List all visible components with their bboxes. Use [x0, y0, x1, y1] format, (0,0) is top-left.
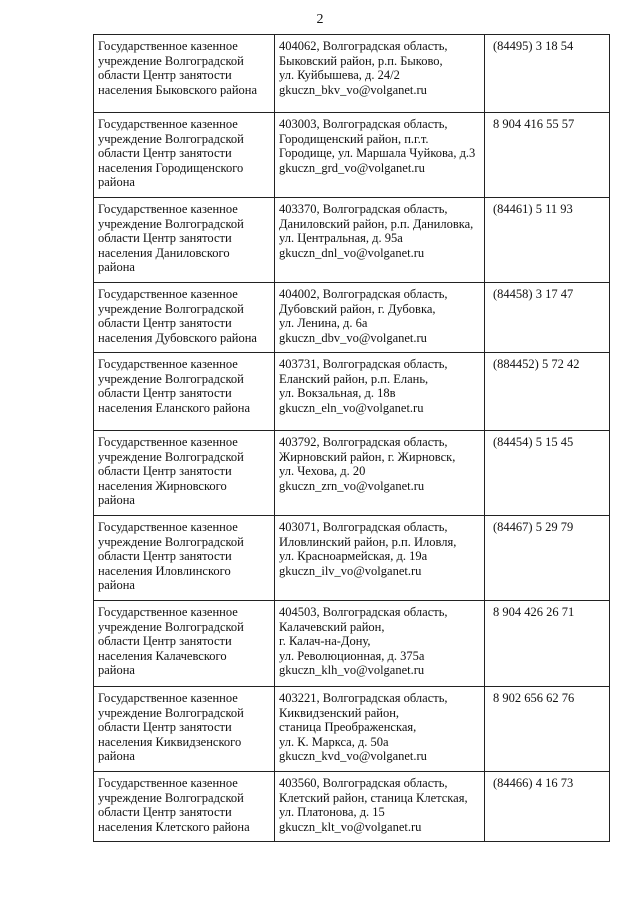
institution-name-cell [94, 687, 275, 772]
institution-name-cell [94, 601, 275, 687]
phone-text: 8 904 416 55 57 [493, 117, 575, 131]
text-line: учреждение Волгоградской [98, 301, 244, 316]
text-line: ул. Революционная, д. 375а [279, 648, 425, 663]
phone-text: (84467) 5 29 79 [493, 520, 574, 534]
table-row [94, 198, 610, 283]
phone-cell [485, 113, 610, 198]
address-cell [275, 283, 485, 353]
table-row [94, 687, 610, 772]
text-line: Быковский район, р.п. Быково, [279, 53, 443, 68]
text-line: учреждение Волгоградской [98, 53, 244, 68]
phone-cell [485, 516, 610, 601]
text-line: 404503, Волгоградская область, [279, 605, 448, 619]
text-line: населения Иловлинского [98, 563, 231, 578]
phone-cell [485, 353, 610, 431]
email-text: gkuczn_zrn_vo@volganet.ru [279, 478, 425, 493]
email-text: gkuczn_klt_vo@volganet.ru [279, 819, 422, 834]
text-line: населения Киквидзенского [98, 734, 242, 749]
text-line: населения Городищенского [98, 160, 244, 175]
text-line: Иловлинский район, р.п. Иловля, [279, 534, 457, 549]
institution-name-cell [94, 35, 275, 113]
table-row [94, 113, 610, 198]
address-cell [275, 601, 485, 687]
email-text: gkuczn_grd_vo@volganet.ru [279, 160, 425, 175]
phone-text: 8 904 426 26 71 [493, 605, 575, 619]
text-line: района [98, 578, 135, 593]
text-line: Государственное казенное [98, 435, 238, 449]
text-line: ул. К. Маркса, д. 50а [279, 734, 389, 749]
text-line: ул. Центральная, д. 95а [279, 231, 403, 246]
text-line: района [98, 749, 135, 764]
text-line: Государственное казенное [98, 520, 238, 534]
email-text: gkuczn_klh_vo@volganet.ru [279, 663, 425, 678]
institution-name-cell [94, 283, 275, 353]
text-line: района [98, 260, 135, 275]
text-line: учреждение Волгоградской [98, 705, 244, 720]
text-line: учреждение Волгоградской [98, 619, 244, 634]
phone-cell [485, 772, 610, 842]
phone-cell [485, 687, 610, 772]
text-line: Государственное казенное [98, 287, 238, 301]
text-line: Государственное казенное [98, 605, 238, 619]
phone-text: (84466) 4 16 73 [493, 776, 574, 790]
email-text: gkuczn_ilv_vo@volganet.ru [279, 563, 422, 578]
phone-text: (84458) 3 17 47 [493, 287, 574, 301]
table-row [94, 353, 610, 431]
text-line: Государственное казенное [98, 776, 238, 790]
text-line: Еланский район, р.п. Елань, [279, 371, 429, 386]
text-line: района [98, 175, 135, 190]
email-text: gkuczn_dnl_vo@volganet.ru [279, 245, 425, 260]
institution-name-cell [94, 353, 275, 431]
text-line: области Центр занятости [98, 549, 232, 564]
text-line: Государственное казенное [98, 691, 238, 705]
text-line: Клетский район, станица Клетская, [279, 790, 468, 805]
text-line: Даниловский район, р.п. Даниловка, [279, 216, 474, 231]
text-line: станица Преображенская, [279, 720, 417, 735]
institution-name-cell [94, 431, 275, 516]
phone-cell [485, 35, 610, 113]
table-row [94, 431, 610, 516]
text-line: учреждение Волгоградской [98, 534, 244, 549]
text-line: Государственное казенное [98, 357, 238, 371]
text-line: 404062, Волгоградская область, [279, 39, 448, 53]
text-line: Государственное казенное [98, 117, 238, 131]
text-line: области Центр занятости [98, 231, 232, 246]
phone-cell [485, 283, 610, 353]
text-line: области Центр занятости [98, 634, 232, 649]
text-line: населения Даниловского [98, 245, 230, 260]
text-line: населения Жирновского [98, 478, 227, 493]
text-line: ул. Чехова, д. 20 [279, 464, 366, 479]
email-text: gkuczn_dbv_vo@volganet.ru [279, 330, 427, 345]
text-line: области Центр занятости [98, 805, 232, 820]
institution-name-cell [94, 198, 275, 283]
address-cell [275, 198, 485, 283]
text-line: 403370, Волгоградская область, [279, 202, 448, 216]
text-line: учреждение Волгоградской [98, 371, 244, 386]
text-line: области Центр занятости [98, 720, 232, 735]
text-line: 403003, Волгоградская область, [279, 117, 448, 131]
institution-name-cell [94, 516, 275, 601]
email-text: gkuczn_bkv_vo@volganet.ru [279, 82, 427, 97]
text-line: г. Калач-на-Дону, [279, 634, 371, 649]
text-line: 403221, Волгоградская область, [279, 691, 448, 705]
text-line: Жирновский район, г. Жирновск, [279, 449, 456, 464]
text-line: Государственное казенное [98, 39, 238, 53]
text-line: Государственное казенное [98, 202, 238, 216]
email-text: gkuczn_eln_vo@volganet.ru [279, 400, 424, 415]
text-line: 403792, Волгоградская область, [279, 435, 448, 449]
table-body [94, 35, 610, 842]
address-cell [275, 772, 485, 842]
text-line: учреждение Волгоградской [98, 216, 244, 231]
text-line: района [98, 493, 135, 508]
text-line: населения Дубовского района [98, 330, 257, 345]
address-cell [275, 353, 485, 431]
text-line: учреждение Волгоградской [98, 790, 244, 805]
text-line: 404002, Волгоградская область, [279, 287, 448, 301]
page-number: 2 [316, 12, 324, 27]
address-cell [275, 516, 485, 601]
table-row [94, 283, 610, 353]
text-line: населения Еланского района [98, 400, 251, 415]
text-line: ул. Куйбышева, д. 24/2 [279, 68, 400, 83]
phone-cell [485, 601, 610, 687]
address-cell [275, 35, 485, 113]
text-line: района [98, 663, 135, 678]
text-line: Киквидзенский район, [279, 705, 400, 720]
text-line: области Центр занятости [98, 146, 232, 161]
text-line: учреждение Волгоградской [98, 449, 244, 464]
text-line: населения Клетского района [98, 819, 250, 834]
address-cell [275, 113, 485, 198]
table-row [94, 516, 610, 601]
text-line: области Центр занятости [98, 316, 232, 331]
phone-text: 8 902 656 62 76 [493, 691, 575, 705]
text-line: ул. Вокзальная, д. 18в [279, 386, 396, 401]
text-line: ул. Платонова, д. 15 [279, 805, 385, 820]
phone-text: (84495) 3 18 54 [493, 39, 574, 53]
table-row [94, 601, 610, 687]
institution-name-cell [94, 772, 275, 842]
text-line: области Центр занятости [98, 464, 232, 479]
email-text: gkuczn_kvd_vo@volganet.ru [279, 749, 427, 764]
institution-name-cell [94, 113, 275, 198]
phone-text: (884452) 5 72 42 [493, 357, 580, 371]
employment-centers-table [93, 34, 610, 842]
text-line: 403560, Волгоградская область, [279, 776, 448, 790]
phone-cell [485, 198, 610, 283]
text-line: Калачевский район, [279, 619, 385, 634]
phone-text: (84461) 5 11 93 [493, 202, 573, 216]
text-line: населения Калачевского [98, 648, 227, 663]
phone-cell [485, 431, 610, 516]
text-line: Городище, ул. Маршала Чуйкова, д.3 [279, 146, 476, 161]
text-line: ул. Ленина, д. 6а [279, 316, 368, 331]
text-line: населения Быковского района [98, 82, 258, 97]
phone-text: (84454) 5 15 45 [493, 435, 574, 449]
address-cell [275, 687, 485, 772]
text-line: Городищенский район, п.г.т. [279, 131, 429, 146]
text-line: учреждение Волгоградской [98, 131, 244, 146]
text-line: области Центр занятости [98, 386, 232, 401]
text-line: 403731, Волгоградская область, [279, 357, 448, 371]
address-cell [275, 431, 485, 516]
text-line: области Центр занятости [98, 68, 232, 83]
text-line: Дубовский район, г. Дубовка, [279, 301, 436, 316]
text-line: 403071, Волгоградская область, [279, 520, 448, 534]
table-row [94, 772, 610, 842]
table-row [94, 35, 610, 113]
text-line: ул. Красноармейская, д. 19а [279, 549, 428, 564]
